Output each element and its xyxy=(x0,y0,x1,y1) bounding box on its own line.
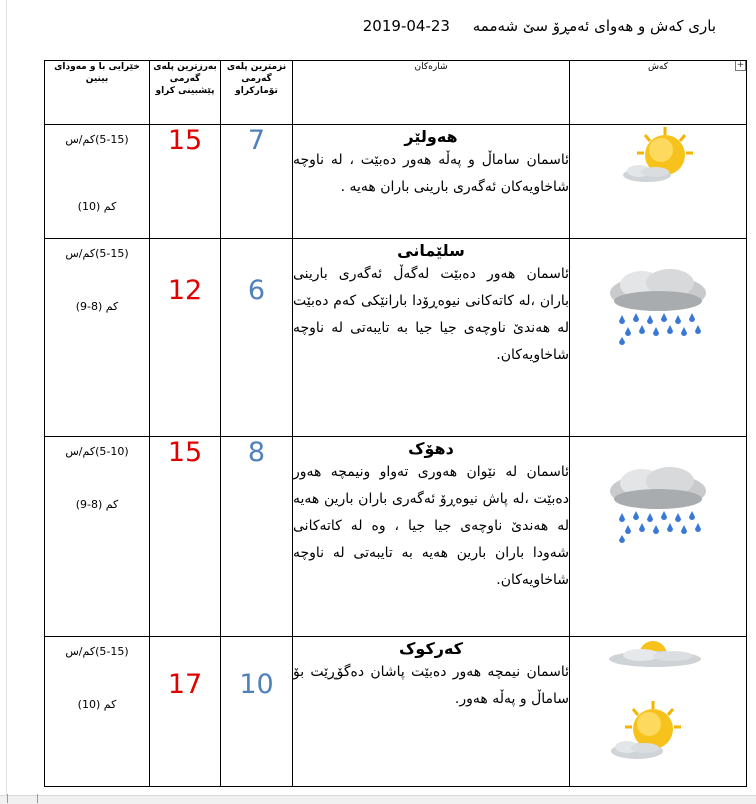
weather-cell xyxy=(570,125,747,239)
weather-cell xyxy=(570,239,747,437)
wind-speed: (5-10)کم/س xyxy=(65,445,129,458)
visibility: (10) کم xyxy=(77,698,117,711)
max-temp: 15 xyxy=(150,125,221,239)
city-name: دهۆک xyxy=(408,439,454,458)
city-description xyxy=(293,239,570,437)
forecast-table xyxy=(44,60,747,787)
wind-speed: (5-15)کم/س xyxy=(65,247,129,260)
min-temp: 8 xyxy=(221,437,293,637)
wind-cell xyxy=(45,125,150,239)
rain-cloud-icon xyxy=(602,463,714,543)
forecast-text: ئاسمان نیمچە هەور دەبێت پاشان دەگۆڕێت بۆ ساماڵ و پەڵە هەور. xyxy=(293,664,569,707)
max-temp: 17 xyxy=(150,637,221,787)
table-header-row xyxy=(45,61,747,125)
weather-cell xyxy=(570,437,747,637)
city-description xyxy=(293,125,570,239)
wind-speed: (5-15)کم/س xyxy=(65,645,129,658)
visibility: (9-8) کم xyxy=(75,300,119,313)
table-row xyxy=(45,239,747,437)
city-name: هەولێر xyxy=(404,127,458,146)
page-left-guide xyxy=(6,0,7,803)
title-text: باری کەش و هەوای ئەمڕۆ سێ شەممە xyxy=(472,17,716,35)
weather-cell xyxy=(570,637,747,787)
header-weather: کەش xyxy=(570,61,747,125)
sun-and-cloud-icon xyxy=(603,641,713,769)
rain-cloud-icon xyxy=(602,265,714,345)
min-temp: 10 xyxy=(221,637,293,787)
header-min-temp: نزمترین پلەی گەرمی تۆمارکراو xyxy=(221,61,293,125)
page-corner-mark xyxy=(7,794,8,803)
sun-behind-cloud-icon xyxy=(617,125,699,185)
title-date: 2019-04-23 xyxy=(362,17,450,35)
city-name: سلێمانی xyxy=(397,241,465,260)
wind-cell xyxy=(45,239,150,437)
forecast-text: ئاسمان هەور دەبێت لەگەڵ ئەگەری بارینی باران ،لە کاتەکانی نیوەڕۆدا بارانێکی کەم دەبێت لە هەندێ ناوچەی جیا جیا بە تایبەتی لە ناوچە شاخاویەکان. xyxy=(293,266,569,363)
city-description xyxy=(293,437,570,637)
table-row xyxy=(45,437,747,637)
min-temp: 6 xyxy=(221,239,293,437)
header-max-temp: بەرزترین پلەی گەرمی پێشبینی کراو xyxy=(150,61,221,125)
table-row xyxy=(45,637,747,787)
wind-cell xyxy=(45,437,150,637)
max-temp: 12 xyxy=(150,239,221,437)
page-title xyxy=(0,17,716,35)
page-corner-mark xyxy=(37,794,38,803)
header-description: شارەکان xyxy=(293,61,570,125)
forecast-text: ئاسمان ساماڵ و پەڵە هەور دەبێت ، لە ناوچە شاخاویەکان ئەگەری بارینی باران هەیە . xyxy=(293,152,569,195)
min-temp: 7 xyxy=(221,125,293,239)
forecast-text: ئاسمان لە نێوان هەوری تەواو ونیمچە هەور دەبێت ،لە پاش نیوەڕۆ ئەگەری باران بارین هەیە لە هەندێ ناوچەی جیا جیا ، وە لە کاتەکانی شەودا باران بارین هەیە بە تایبەتی لە ناوچە شاخاویەکان. xyxy=(293,464,569,588)
wind-speed: (5-15)کم/س xyxy=(65,133,129,146)
visibility: (10) کم xyxy=(77,200,117,213)
city-description xyxy=(293,637,570,787)
max-temp: 15 xyxy=(150,437,221,637)
wind-cell xyxy=(45,637,150,787)
visibility: (9-8) کم xyxy=(75,498,119,511)
table-row xyxy=(45,125,747,239)
table-move-handle[interactable]: + xyxy=(736,60,745,70)
city-name: کەرکوک xyxy=(399,639,463,658)
header-wind: خێرایی با و مەودای بینین xyxy=(45,61,150,125)
